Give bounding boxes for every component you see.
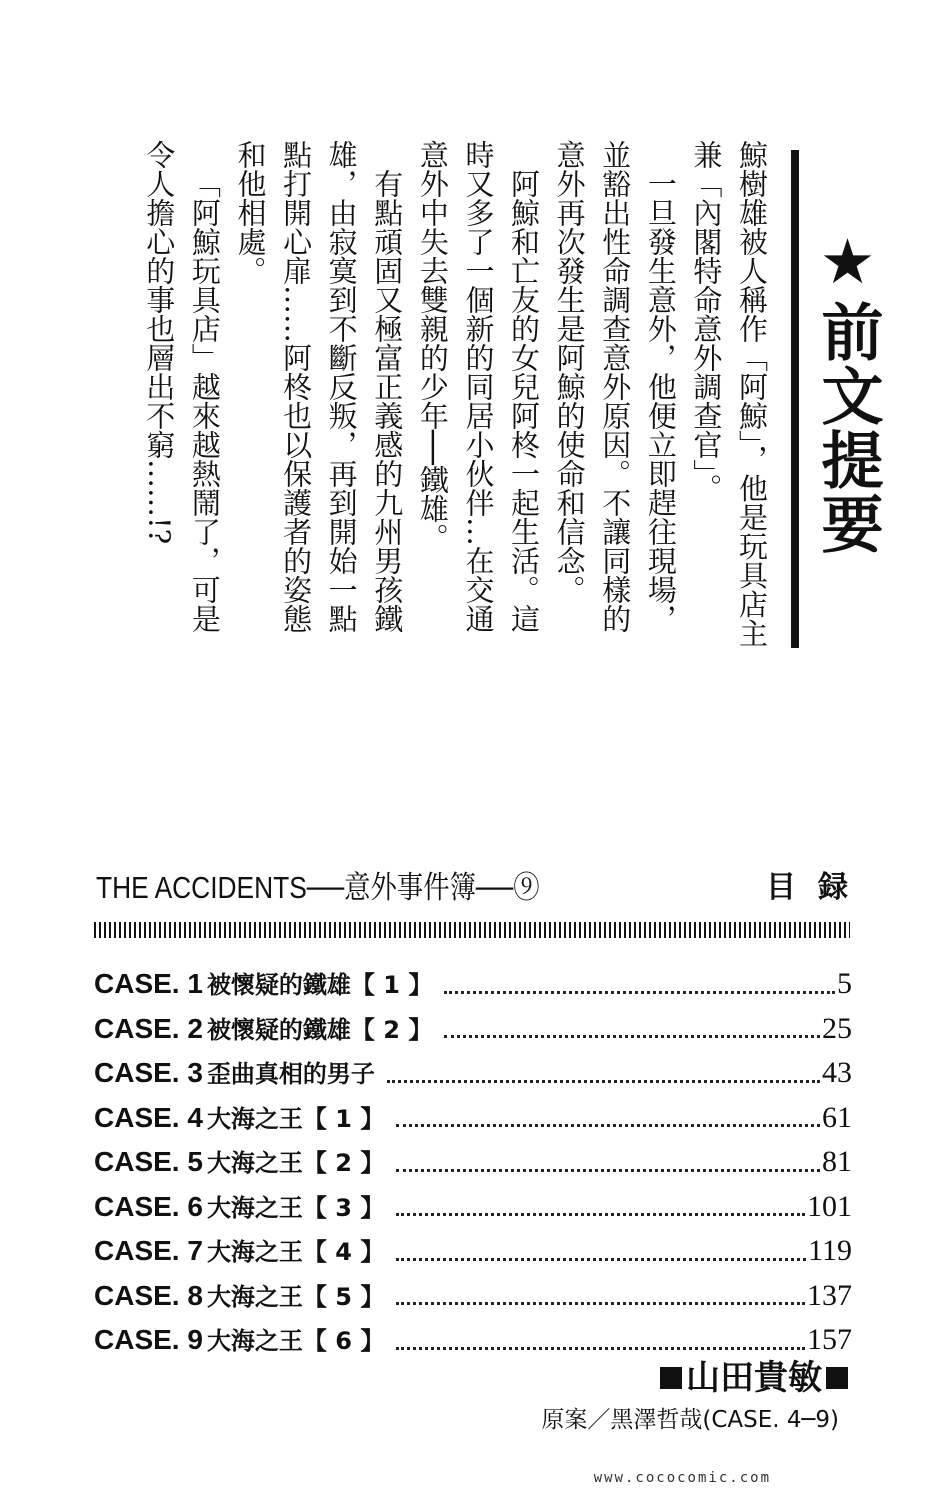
case-number: CASE. 7 — [94, 1235, 203, 1266]
toc-entry[interactable] — [94, 1185, 852, 1230]
watermark: www.cococomic.com — [593, 1470, 771, 1486]
dot-leader — [444, 989, 835, 994]
page-number: 5 — [837, 967, 852, 1000]
dot-leader — [444, 1033, 820, 1038]
case-number: CASE. 4 — [94, 1101, 203, 1133]
synopsis-paragraph: 一旦發生意外，他便立即趕往現場，並豁出性命調查意外原因。不讓同樣的意外再次發生是阿鯨的使命和信念。 — [552, 140, 678, 633]
dot-leader — [387, 1078, 820, 1083]
case-title: 大海之王【 1 】 — [206, 1104, 385, 1133]
dot-leader — [396, 1167, 820, 1172]
dot-leader — [396, 1122, 820, 1127]
author-name: 山田貴敏 — [686, 1358, 822, 1398]
page-number: 81 — [822, 1145, 852, 1178]
case-number: CASE. 5 — [94, 1146, 203, 1177]
dot-leader — [396, 1211, 805, 1216]
case-number: CASE. 1 — [94, 968, 203, 999]
case-title: 被懷疑的鐵雄【 2 】 — [206, 1015, 433, 1044]
toc-entry[interactable] — [94, 1007, 852, 1052]
dot-leader — [396, 1345, 805, 1350]
page-number: 43 — [822, 1056, 852, 1089]
case-number: CASE. 9 — [94, 1324, 203, 1355]
synopsis-paragraph: 阿鯨和亡友的女兒阿柊一起生活。這時又多了一個新的同居小伙伴…在交通意外中失去雙親的少年──鐵雄。 — [415, 140, 542, 633]
toc-entry[interactable] — [94, 1096, 852, 1141]
series-title: THE ACCIDENTS──意外事件簿──⑨ — [96, 870, 540, 905]
case-title: 大海之王【 4 】 — [206, 1238, 385, 1266]
toc-entry[interactable] — [94, 1051, 852, 1096]
case-title: 大海之王【 2 】 — [206, 1149, 385, 1177]
title-rule — [791, 150, 799, 648]
synopsis-paragraph: 「阿鯨玩具店」越來越熱鬧了，可是令人擔心的事也層出不窮……!? — [142, 140, 222, 633]
case-number: CASE. 8 — [94, 1279, 203, 1311]
toc-entry[interactable] — [94, 1140, 852, 1185]
synopsis-paragraph: 有點頑固又極富正義感的九州男孩鐵雄，由寂寞到不斷反叛，再到開始一點點打開心扉……阿柊也以保護者的姿態和他相處。 — [233, 140, 405, 633]
synopsis-body — [84, 140, 774, 660]
page-number: 25 — [822, 1011, 852, 1045]
case-number: CASE. 6 — [94, 1190, 203, 1222]
case-title: 大海之王【 3 】 — [206, 1193, 385, 1222]
page-number: 101 — [807, 1189, 852, 1223]
toc-entry[interactable] — [94, 1229, 852, 1274]
toc-label: 目録 — [766, 870, 870, 905]
case-number: CASE. 2 — [94, 1012, 203, 1044]
decorative-stripe — [94, 922, 850, 938]
original-story-credit: 原案／黑澤哲哉(CASE. 4─9) — [541, 1407, 839, 1433]
toc-entry[interactable] — [94, 1274, 852, 1319]
page-number: 61 — [822, 1100, 852, 1134]
synopsis-title: ★前文提要 — [811, 225, 884, 556]
toc-header — [96, 866, 870, 910]
page-number: 119 — [808, 1234, 852, 1267]
page-number: 137 — [807, 1278, 852, 1312]
author-block — [660, 1356, 848, 1400]
case-number: CASE. 3 — [94, 1057, 203, 1088]
toc-entry[interactable] — [94, 962, 852, 1007]
case-title: 大海之王【 5 】 — [206, 1282, 385, 1311]
square-bullet-icon — [826, 1367, 848, 1389]
dot-leader — [396, 1256, 806, 1261]
case-title: 大海之王【 6 】 — [206, 1327, 385, 1355]
page-number: 157 — [807, 1323, 852, 1356]
synopsis-paragraph: 鯨樹雄被人稱作「阿鯨」，他是玩具店主兼「內閣特命意外調查官」。 — [689, 140, 769, 648]
case-title: 歪曲真相的男子 — [206, 1060, 375, 1088]
dot-leader — [396, 1300, 805, 1305]
square-bullet-icon — [660, 1367, 682, 1389]
case-title: 被懷疑的鐵雄【 1 】 — [206, 971, 433, 999]
toc-list — [94, 962, 852, 1363]
